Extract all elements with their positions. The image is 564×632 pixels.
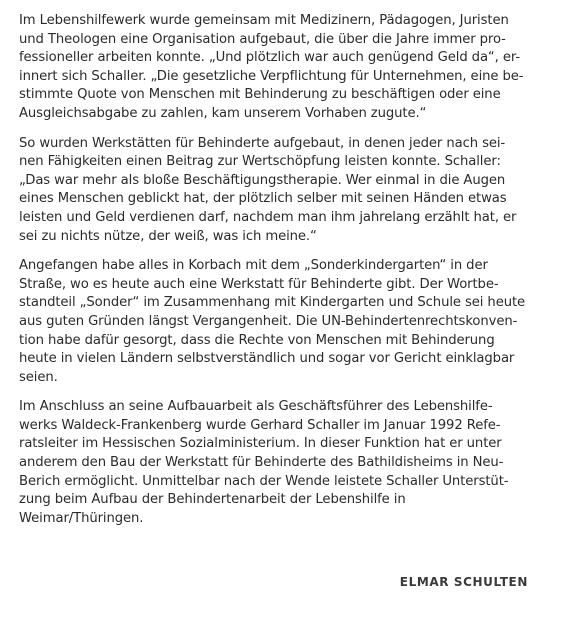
text-line: Straße, wo es heute auch eine Werkstatt für Behinderte gibt. Der Wortbe- <box>19 276 499 292</box>
text-line: eines Menschen geblickt hat, der plötzlich selber mit seinen Händen etwas <box>19 191 507 207</box>
text-line: sei zu nichts nütze, der weiß, was ich meine.“ <box>19 228 317 244</box>
text-line: seien. <box>19 369 58 385</box>
text-line: werks Waldeck-Frankenberg wurde Gerhard Schaller im Januar 1992 Refe- <box>19 417 501 433</box>
paragraph-1 <box>19 12 539 124</box>
text-line: aus guten Gründen längst Vergangenheit. Die UN-Behindertenrechtskonven- <box>19 313 518 329</box>
text-line: stimmte Quote von Menschen mit Behinderung zu beschäftigen oder eine <box>19 87 501 103</box>
paragraph-3 <box>19 257 539 387</box>
text-line: nen Fähigkeiten einen Beitrag zur Wertschöpfung leisten konnte. Schaller: <box>19 154 501 170</box>
paragraph-4 <box>19 398 539 528</box>
author-byline: ELMAR SCHULTEN <box>399 575 528 589</box>
text-line: ratsleiter im Hessischen Sozialministerium. In dieser Funktion hat er unter <box>19 436 502 452</box>
text-line: tion habe dafür gesorgt, dass die Rechte von Menschen mit Behinderung <box>19 332 495 348</box>
text-line: Angefangen habe alles in Korbach mit dem „Sonderkindergarten“ in der <box>19 258 488 274</box>
text-line: „Das war mehr als bloße Beschäftigungstherapie. Wer einmal in die Augen <box>19 172 506 188</box>
text-line: fessioneller arbeiten konnte. „Und plötzlich war auch genügend Geld da“, er- <box>19 50 520 66</box>
text-line: zung beim Aufbau der Behindertenarbeit der Lebenshilfe in <box>19 492 406 508</box>
text-line: Im Lebenshilfewerk wurde gemeinsam mit Medizinern, Pädagogen, Juristen <box>19 13 509 28</box>
text-line: heute in vielen Ländern selbstverständlich und sogar vor Gericht einklagbar <box>19 351 515 367</box>
text-line: Ausgleichsabgabe zu zahlen, kam unserem Vorhaben zugute.“ <box>19 105 427 121</box>
text-line: Im Anschluss an seine Aufbauarbeit als Geschäftsführer des Lebenshilfe- <box>19 399 493 415</box>
text-line: und Theologen eine Organisation aufgebaut, die über die Jahre immer pro- <box>19 31 506 47</box>
article-body <box>19 12 539 539</box>
text-line: standteil „Sonder“ im Zusammenhang mit Kindergarten und Schule sei heute <box>19 295 526 311</box>
text-line: innert sich Schaller. „Die gesetzliche Verpflichtung für Unternehmen, eine be- <box>19 68 524 84</box>
text-line: Weimar/Thüringen. <box>19 510 144 526</box>
text-line: leisten und Geld verdienen darf, nachdem man ihm jahrelang erzählt hat, er <box>19 209 517 225</box>
text-line: Berich ermöglicht. Unmittelbar nach der Wende leistete Schaller Unterstüt- <box>19 473 509 489</box>
text-line: So wurden Werkstätten für Behinderte aufgebaut, in denen jeder nach sei- <box>19 135 506 151</box>
text-line: anderem den Bau der Werkstatt für Behinderte des Bathildisheims in Neu- <box>19 455 504 471</box>
paragraph-2 <box>19 135 539 247</box>
